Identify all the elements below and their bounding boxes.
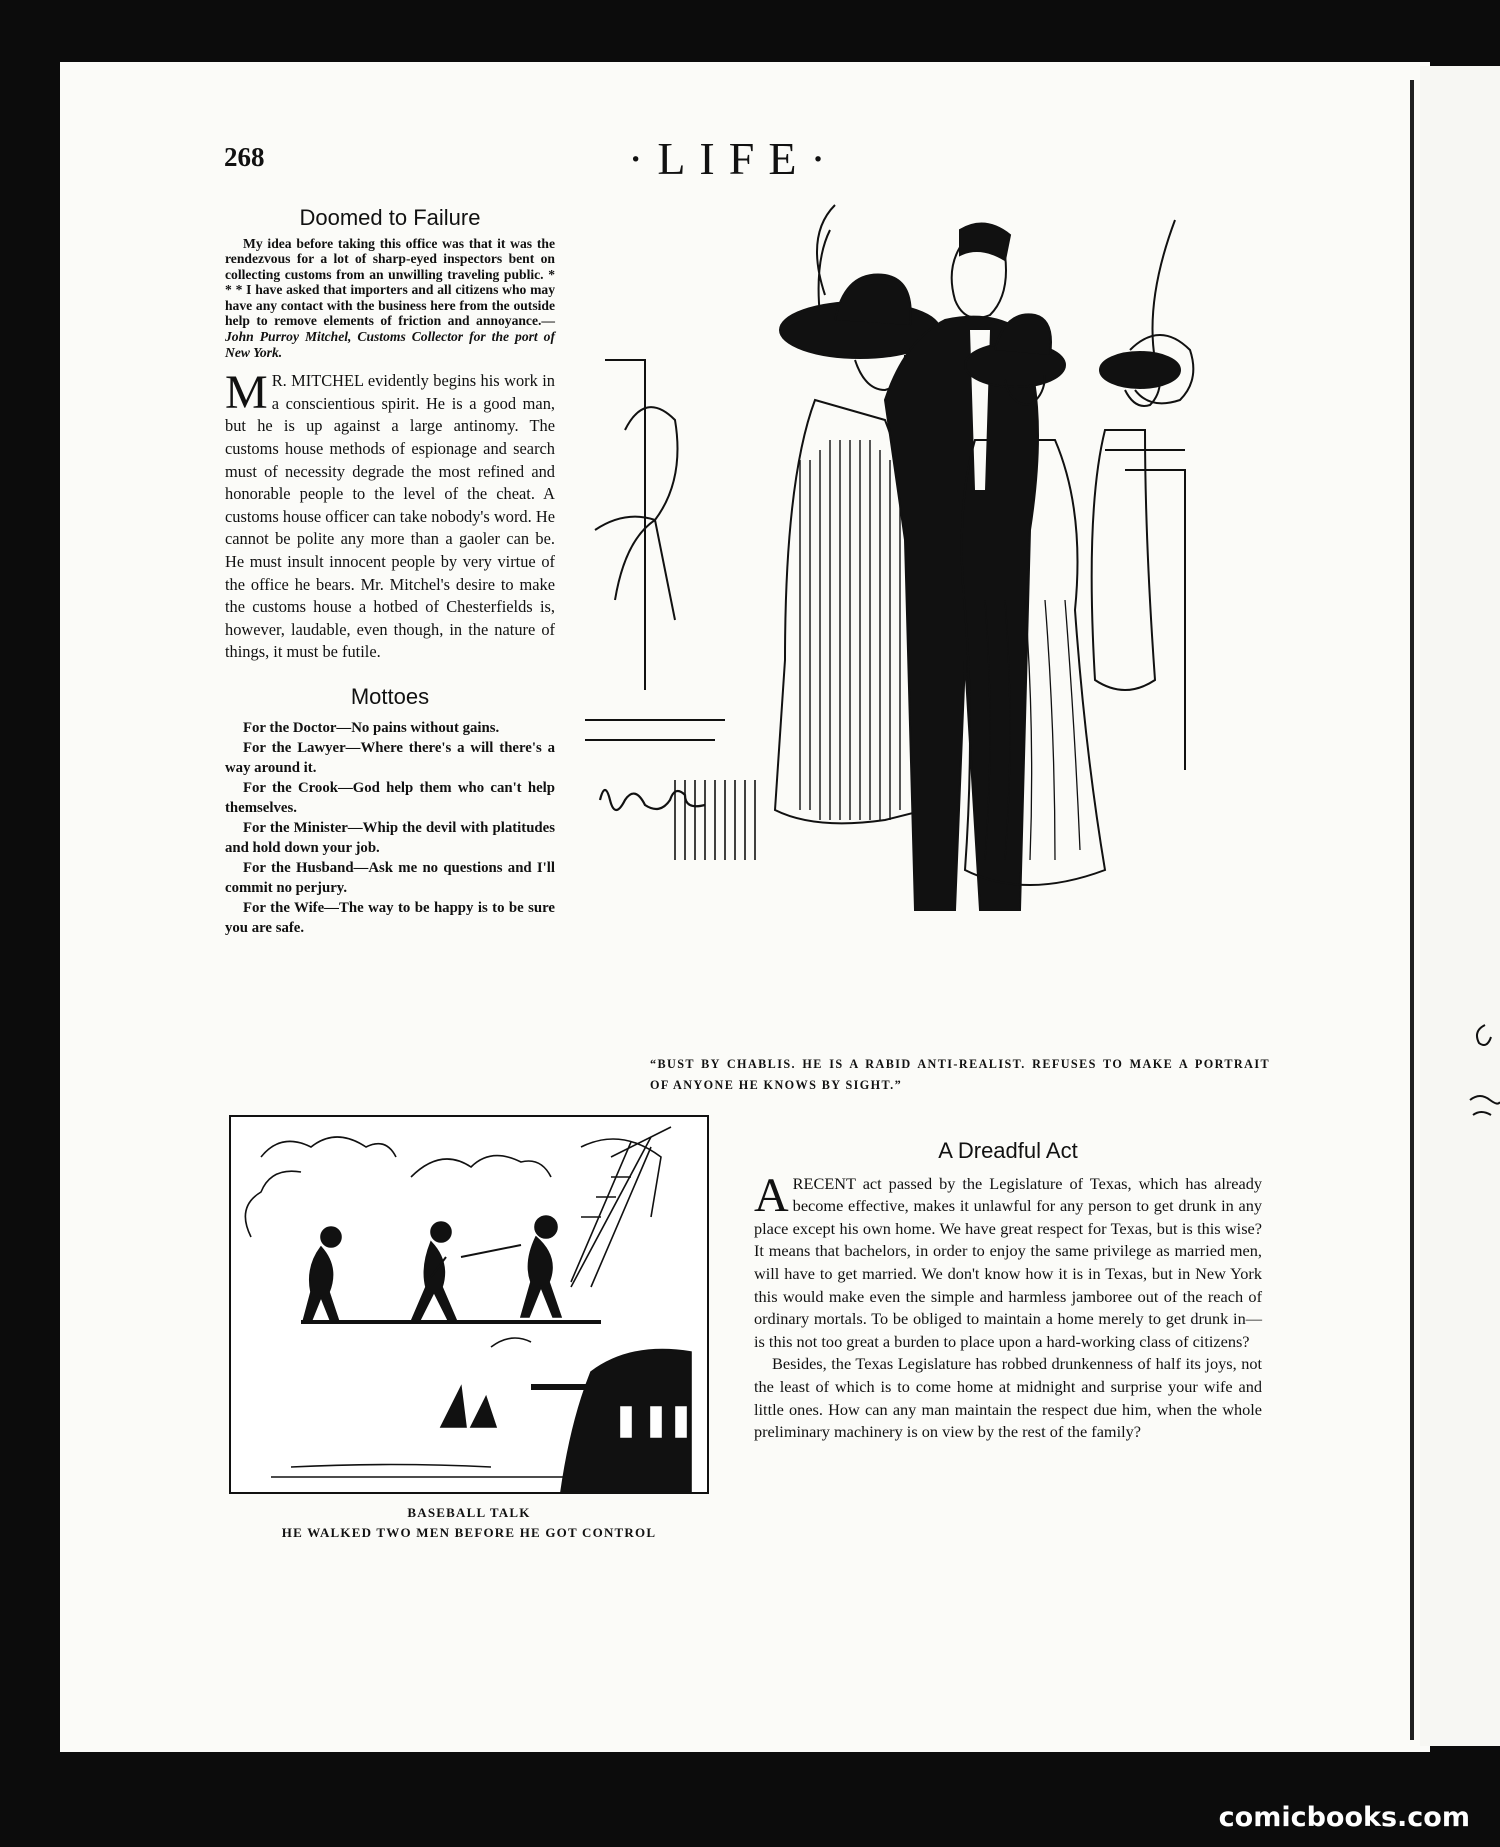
baseball-cartoon [229, 1115, 709, 1494]
cartoon-title: BASEBALL TALK [407, 1505, 531, 1520]
doomed-quote-attribution: John Purroy Mitchel, Customs Collector for the port of New York. [225, 329, 555, 360]
adjacent-page-edge [1420, 66, 1500, 1746]
society-illustration [585, 200, 1275, 1040]
dreadful-para-2: Besides, the Texas Legislature has robbed drunkenness of half its joys, not the least of which is to come home at midnight and surprise your wife and little ones. How can any man maintain the respect due him, when the whole preliminary machinery is on view by the rest of the family? [754, 1354, 1262, 1442]
illustration-caption: “BUST BY CHABLIS. HE IS A RABID ANTI-REALIST. REFUSES TO MAKE A PORTRAIT OF ANYONE HE KNOWS BY SIGHT.” [650, 1057, 1270, 1092]
motto-item: For the Minister—Whip the devil with platitudes and hold down your job. [225, 820, 555, 857]
motto-item: For the Lawyer—Where there's a will there's a way around it. [225, 740, 555, 777]
dreadful-title: A Dreadful Act [938, 1138, 1078, 1163]
pirate-ship-drawing [231, 1117, 707, 1492]
dreadful-drop-cap: A [754, 1168, 789, 1222]
left-column [225, 207, 555, 938]
motto-item: For the Crook—God help them who can't help themselves. [225, 780, 555, 817]
adjacent-page-sketch [1465, 1020, 1500, 1130]
dreadful-para-1 [754, 1168, 1262, 1354]
motto-item: For the Husband—Ask me no questions and I'll commit no perjury. [225, 860, 555, 897]
doomed-quote-text: My idea before taking this office was that it was the rendezvous for a lot of sharp-eyed inspectors bent on collecting customs from an unwilling traveling public. * * * I have asked that importers and all citizens who may have any contact with the business here from the outside help to remove elements of friction and annoyance.— [225, 235, 555, 329]
page-number: 268 [224, 142, 265, 172]
dreadful-column [754, 1140, 1262, 1444]
doomed-body-text: R. MITCHEL evidently begins his work in a conscientious spirit. He is a good man, but he is up against a large antinomy. The customs house methods of espionage and search must of necessity degrade the most refined and honorable people to the level of the cheat. A customs house officer can take nobody's word. He cannot be polite any more than a gaoler can be. He must insult innocent people by very virtue of the office he bears. Mr. Mitchel's desire to make the customs house a hotbed of Chesterfields is, however, laudable, even though, in the nature of things, it must be futile. [225, 371, 555, 662]
watermark: comicbooks.com [1218, 1802, 1470, 1833]
motto-item: For the Wife—The way to be happy is to be sure you are safe. [225, 900, 555, 937]
doomed-body [225, 366, 555, 664]
doomed-title: Doomed to Failure [299, 205, 481, 230]
cartoon-caption [229, 1503, 709, 1543]
cartoon-subtitle: HE WALKED TWO MEN BEFORE HE GOT CONTROL [281, 1525, 657, 1540]
motto-item: For the Doctor—No pains without gains. [243, 720, 500, 737]
doomed-quote [225, 236, 555, 361]
mottoes-title: Mottoes [350, 683, 430, 709]
page-gutter [1410, 80, 1414, 1740]
masthead-title: ·LIFE· [628, 133, 840, 184]
doomed-drop-cap: M [225, 366, 268, 420]
dreadful-para-1-text: RECENT act passed by the Legislature of Texas, which has already become effective, makes it unlawful for any person to get drunk in any place except his own home. We have great respect for Texas, but is this wise? It means that bachelors, in order to enjoy the same privilege as married men, will have to get married. We don't know how it is in Texas, but in New York this would make even the simple and harmless jamboree out of the reach of ordinary mortals. To be obliged to maintain a home merely to get drunk in—is this not too great a burden to place upon a hard-working class of citizens? [754, 1173, 1262, 1351]
